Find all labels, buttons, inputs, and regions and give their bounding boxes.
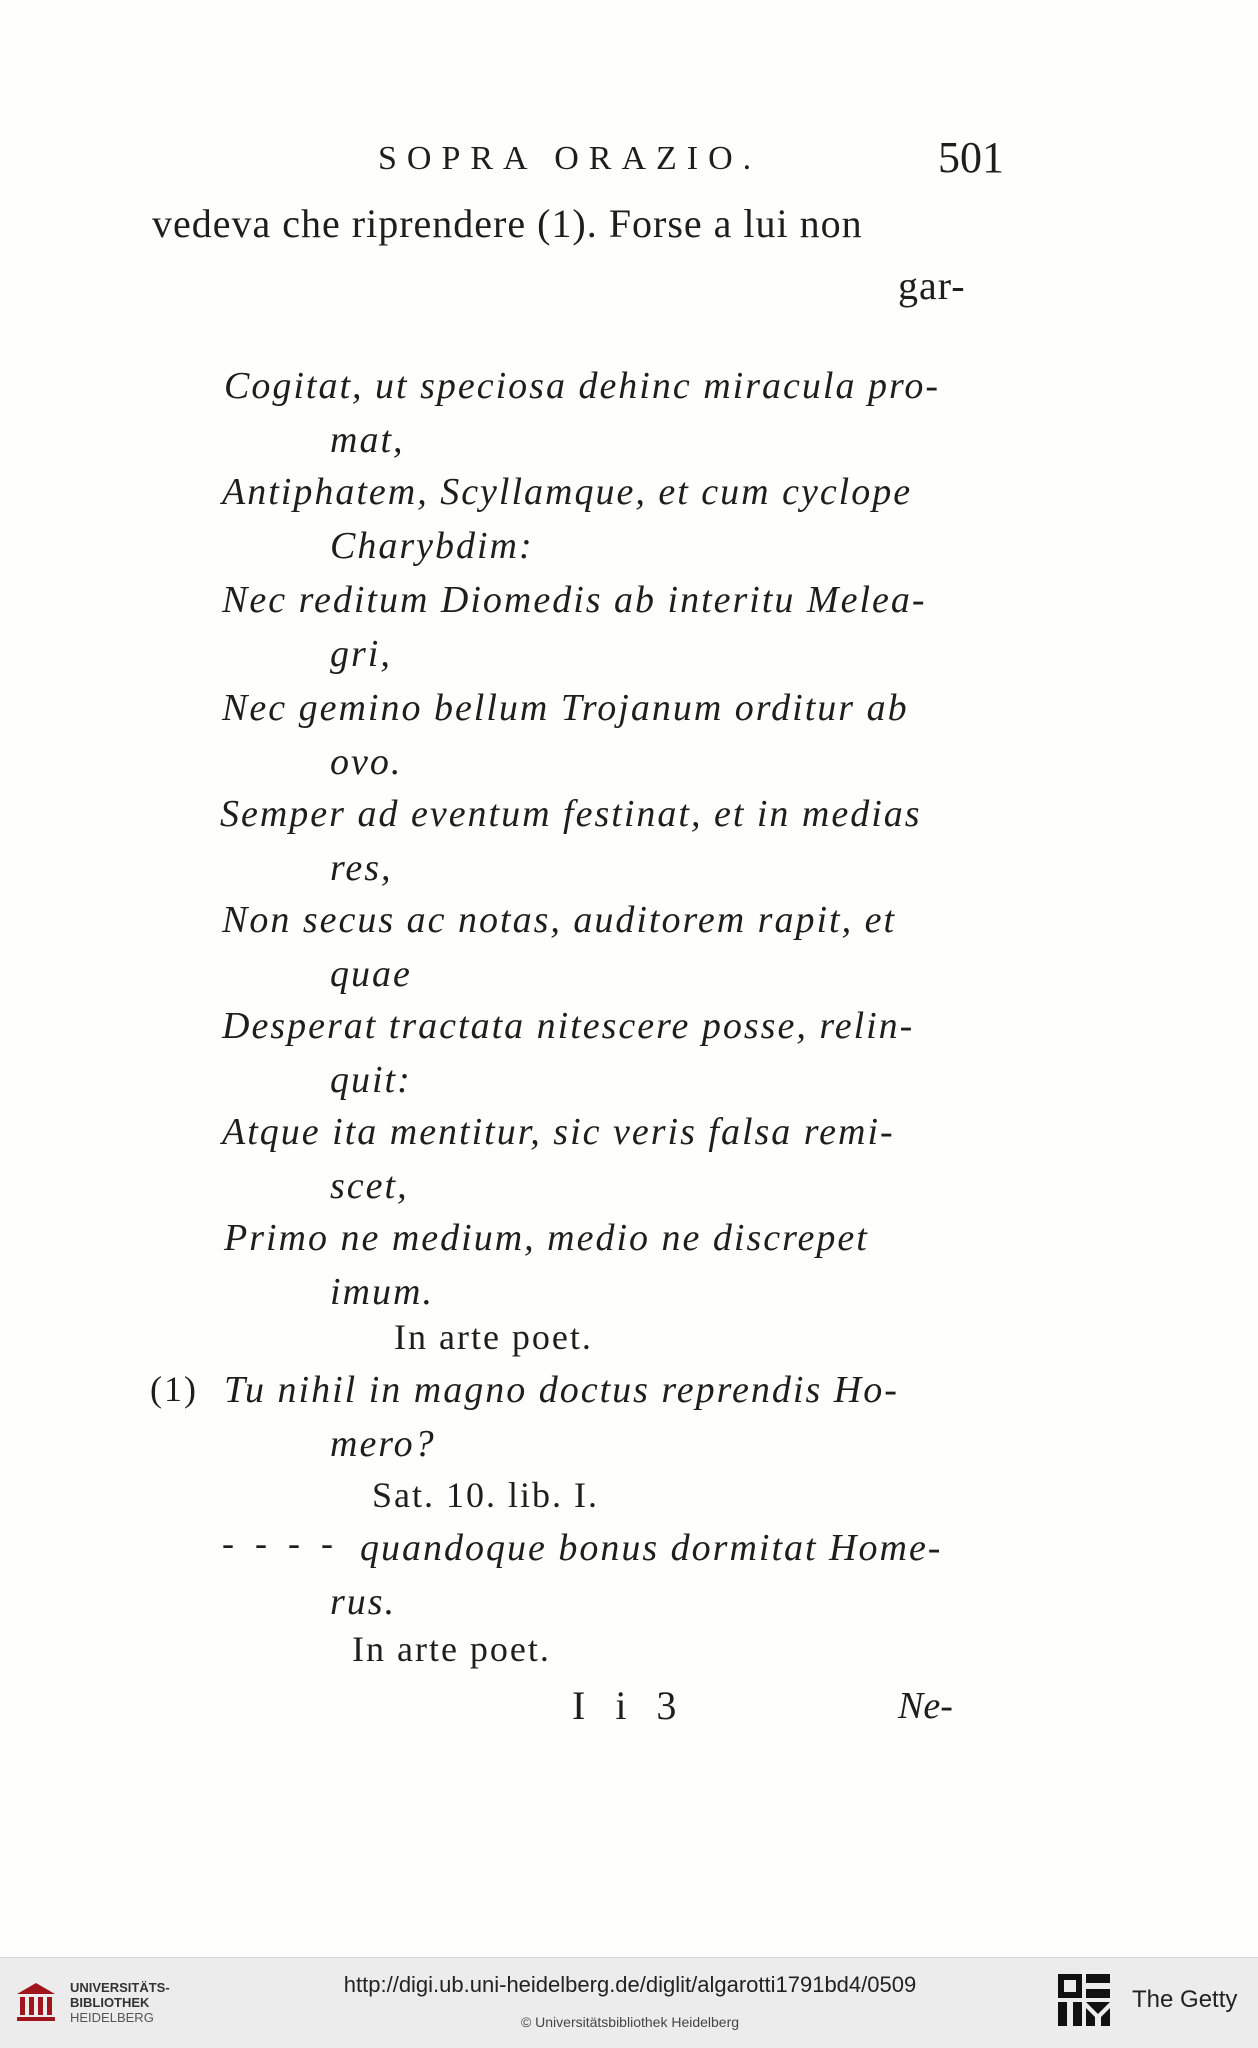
verse-line: gri, <box>330 633 392 675</box>
university-library-logo-icon <box>14 1980 58 2024</box>
signature-mark: I i 3 <box>572 1683 687 1728</box>
verse-line: quae <box>330 953 412 995</box>
copyright-notice: © Universitätsbibliothek Heidelberg <box>520 2014 740 2030</box>
footnote-line: Tu nihil in magno doctus reprendis Ho- <box>224 1369 899 1411</box>
footnote-line: quandoque bonus dormitat Home- <box>360 1527 943 1569</box>
verse-line: Nec gemino bellum Trojanum orditur ab <box>222 687 909 729</box>
footnote-line: mero? <box>330 1423 436 1465</box>
library-name: UNIVERSITÄTS- BIBLIOTHEK HEIDELBERG <box>70 1980 170 2025</box>
page-number: 501 <box>938 133 1004 182</box>
verse-line: Desperat tractata nitescere posse, relin- <box>222 1005 915 1047</box>
getty-logo-icon <box>1056 1972 1112 2030</box>
body-text-line: vedeva che riprendere (1). Forse a lui non <box>152 201 863 246</box>
citation: In arte poet. <box>394 1317 593 1357</box>
verse-line: ovo. <box>330 741 403 783</box>
verse-line: Cogitat, ut speciosa dehinc miracula pro- <box>224 365 940 407</box>
getty-name: The Getty <box>1132 1986 1238 2013</box>
verse-line: mat, <box>330 419 405 461</box>
footnote-citation: In arte poet. <box>352 1629 551 1669</box>
footer-bar <box>0 1957 1258 2048</box>
verse-line: quit: <box>330 1059 412 1101</box>
verse-line: Non secus ac notas, auditorem rapit, et <box>222 899 896 941</box>
catchword: Ne- <box>898 1685 953 1727</box>
footnote-citation: Sat. 10. lib. I. <box>372 1475 599 1515</box>
verse-line: imum. <box>330 1271 434 1313</box>
verse-line: scet, <box>330 1165 409 1207</box>
verse-line: Primo ne medium, medio ne discrepet <box>224 1217 869 1259</box>
verse-line: Charybdim: <box>330 525 534 567</box>
verse-line: Semper ad eventum festinat, et in medias <box>220 793 922 835</box>
footnote-marker: (1) <box>150 1369 198 1409</box>
footnote-line: rus. <box>330 1581 397 1623</box>
verse-line: Antiphatem, Scyllamque, et cum cyclope <box>222 471 913 513</box>
body-text-line: gar- <box>898 263 966 308</box>
verse-line: res, <box>330 847 393 889</box>
running-head: SOPRA ORAZIO. <box>378 140 762 177</box>
permalink-url[interactable]: http://digi.ub.uni-heidelberg.de/diglit/algarotti1791bd4/0509 <box>343 1972 917 1997</box>
verse-line: Atque ita mentitur, sic veris falsa remi- <box>222 1111 895 1153</box>
footnote-dashes: - - - - <box>222 1523 339 1563</box>
verse-line: Nec reditum Diomedis ab interitu Melea- <box>222 579 927 621</box>
